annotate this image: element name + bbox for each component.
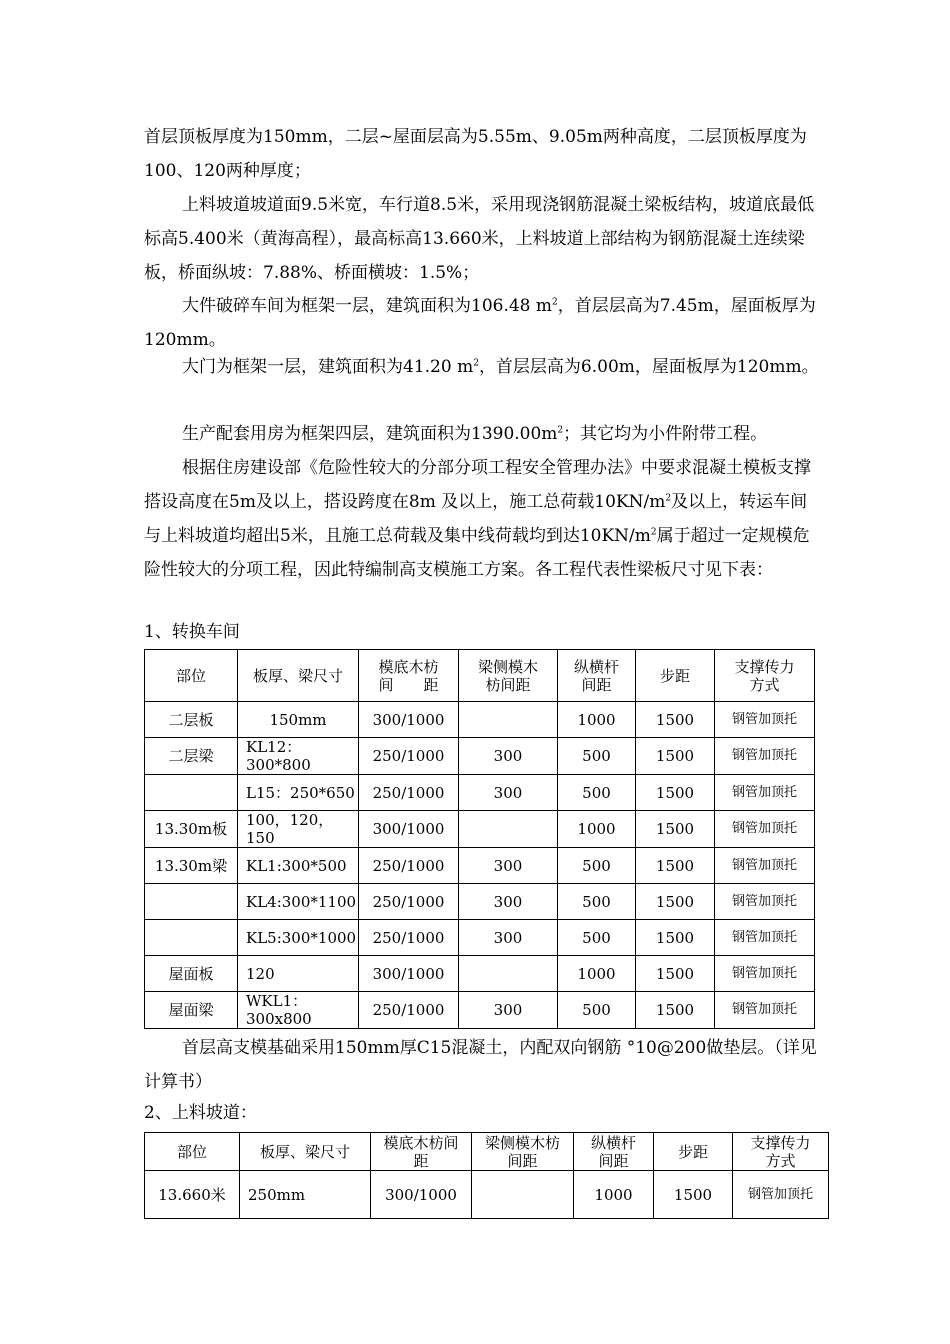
- table-cell-location: 二层梁: [145, 738, 238, 775]
- table-cell-support: 钢管加顶托: [715, 884, 815, 920]
- column-header-side-spacing: 梁侧模木枋 间距: [472, 1133, 574, 1171]
- table-cell-step: 1500: [636, 992, 715, 1029]
- column-header-size: 板厚、梁尺寸: [238, 650, 359, 702]
- table-cell-side-spacing: 300: [459, 884, 558, 920]
- table-cell-bottom-spacing: 250/1000: [359, 884, 459, 920]
- table-cell-location: 屋面梁: [145, 992, 238, 1029]
- table-row: [145, 956, 815, 992]
- text-segment: ；其它均为小件附带工程。: [563, 424, 768, 444]
- text-segment: 大门为框架一层，建筑面积为41.20 m: [182, 357, 474, 377]
- table-cell-side-spacing: [459, 956, 558, 992]
- table-cell-size: 120: [238, 956, 359, 992]
- table-cell-step: 1500: [636, 702, 715, 738]
- superscript: 2: [473, 358, 479, 369]
- table-cell-location: 13.660米: [145, 1171, 240, 1219]
- paragraph-crusher-workshop: [144, 289, 824, 357]
- table-cell-size: KL1:300*500: [238, 848, 359, 884]
- table-cell-size: 150mm: [238, 702, 359, 738]
- table-cell-side-spacing: 300: [459, 920, 558, 956]
- column-header-bottom-spacing: 模底木枋间 距: [371, 1133, 472, 1171]
- text-segment: ，首层层高为7.45m，屋面板厚为120mm。: [144, 296, 816, 350]
- table-header-row: [145, 1133, 829, 1171]
- table-cell-pole-spacing: 500: [558, 920, 636, 956]
- text-segment: 及以上，转运车间与上料坡道均超出5米，且施工总荷载及集中线荷载均到达10KN/m: [144, 492, 808, 546]
- table-cell-side-spacing: 300: [459, 992, 558, 1029]
- table-cell-location: [145, 775, 238, 811]
- table-row: [145, 848, 815, 884]
- table-cell-pole-spacing: 1000: [558, 811, 636, 848]
- column-header-step: 步距: [654, 1133, 733, 1171]
- section-title-ramp: 2、上料坡道：: [144, 1103, 257, 1123]
- column-header-pole-spacing: 纵横杆 间距: [574, 1133, 654, 1171]
- table-header-row: [145, 650, 815, 702]
- table-row: [145, 992, 815, 1029]
- table-cell-bottom-spacing: 300/1000: [359, 811, 459, 848]
- table-cell-side-spacing: 300: [459, 848, 558, 884]
- paragraph-production-building: [144, 417, 824, 451]
- table-cell-side-spacing: [459, 811, 558, 848]
- text-segment: 属于超过一定规模危险性较大的分项工程，因此特编制高支模施工方案。各工程代表性梁板尺寸见下表：: [144, 526, 810, 580]
- table-cell-step: 1500: [636, 738, 715, 775]
- table-ramp: [144, 1132, 829, 1219]
- table-row: [145, 884, 815, 920]
- column-header-step: 步距: [636, 650, 715, 702]
- superscript: 2: [552, 297, 558, 308]
- table-cell-side-spacing: [459, 702, 558, 738]
- table-cell-support: 钢管加顶托: [715, 775, 815, 811]
- table-cell-step: 1500: [636, 956, 715, 992]
- text-segment: 根据住房建设部《危险性较大的分部分项工程安全管理办法》中要求混凝土模板支撑搭设高度在5m及以上，搭设跨度在8m 及以上，施工总荷载10KN/m: [144, 458, 811, 512]
- table-cell-support: 钢管加顶托: [733, 1171, 829, 1219]
- table-cell-step: 1500: [636, 775, 715, 811]
- table-cell-step: 1500: [654, 1171, 733, 1219]
- table-cell-bottom-spacing: 250/1000: [359, 738, 459, 775]
- table-cell-support: 钢管加顶托: [715, 992, 815, 1029]
- table-cell-side-spacing: 300: [459, 738, 558, 775]
- table-row: [145, 738, 815, 775]
- table-cell-location: 屋面板: [145, 956, 238, 992]
- paragraph-ramp: 上料坡道坡道面9.5米宽，车行道8.5米，采用现浇钢筋混凝土梁板结构，坡道底最低标高5.400米（黄海高程），最高标高13.660米，上料坡道上部结构为钢筋混凝土连续梁板，桥面纵坡：7.88%、桥面横坡：1.5%；: [144, 195, 815, 283]
- paragraph-regulation: [144, 451, 824, 587]
- text-segment: 生产配套用房为框架四层，建筑面积为1390.00m: [182, 424, 558, 444]
- table-cell-pole-spacing: 1000: [558, 702, 636, 738]
- table-cell-support: 钢管加顶托: [715, 920, 815, 956]
- superscript: 2: [665, 493, 672, 504]
- table-cell-step: 1500: [636, 811, 715, 848]
- table-cell-location: 13.30m板: [145, 811, 238, 848]
- paragraph-foundation: 首层高支模基础采用150mm厚C15混凝土，内配双向钢筋 °10@200做垫层。（详见计算书）: [144, 1038, 817, 1092]
- section-title-transfer-workshop: 1、转换车间: [144, 622, 240, 642]
- table-cell-location: [145, 884, 238, 920]
- table-cell-location: 13.30m梁: [145, 848, 238, 884]
- table-cell-support: 钢管加顶托: [715, 811, 815, 848]
- table-row: [145, 811, 815, 848]
- table-cell-bottom-spacing: 300/1000: [371, 1171, 472, 1219]
- table-cell-bottom-spacing: 250/1000: [359, 775, 459, 811]
- superscript: 2: [557, 425, 564, 436]
- table-cell-support: 钢管加顶托: [715, 738, 815, 775]
- table-cell-bottom-spacing: 250/1000: [359, 920, 459, 956]
- table-cell-step: 1500: [636, 884, 715, 920]
- table-cell-size: WKL1：300x800: [238, 992, 359, 1029]
- table-cell-pole-spacing: 1000: [558, 956, 636, 992]
- text-segment: 大件破碎车间为框架一层，建筑面积为106.48 m: [182, 296, 553, 316]
- table-cell-side-spacing: [472, 1171, 574, 1219]
- table-cell-support: 钢管加顶托: [715, 956, 815, 992]
- table-cell-bottom-spacing: 300/1000: [359, 956, 459, 992]
- column-header-side-spacing: 梁侧模木 枋间距: [459, 650, 558, 702]
- table-cell-bottom-spacing: 300/1000: [359, 702, 459, 738]
- table-cell-pole-spacing: 500: [558, 738, 636, 775]
- table-row: [145, 775, 815, 811]
- table-cell-size: L15：250*650: [238, 775, 359, 811]
- table-cell-step: 1500: [636, 920, 715, 956]
- table-cell-bottom-spacing: 250/1000: [359, 992, 459, 1029]
- table-cell-bottom-spacing: 250/1000: [359, 848, 459, 884]
- text-segment: ，首层层高为6.00m，屋面板厚为120mm。: [478, 357, 819, 377]
- column-header-size: 板厚、梁尺寸: [240, 1133, 371, 1171]
- table-transfer-workshop: [144, 649, 815, 1029]
- table-cell-size: KL12：300*800: [238, 738, 359, 775]
- column-header-location: 部位: [145, 1133, 240, 1171]
- table-cell-location: 二层板: [145, 702, 238, 738]
- paragraph-gate: [144, 350, 824, 384]
- superscript: 2: [650, 527, 657, 538]
- column-header-support: 支撑传力 方式: [715, 650, 815, 702]
- column-header-bottom-spacing: 模底木枋 间 距: [359, 650, 459, 702]
- table-body: [145, 650, 815, 1029]
- table-cell-side-spacing: 300: [459, 775, 558, 811]
- column-header-support: 支撑传力 方式: [733, 1133, 829, 1171]
- table-cell-support: 钢管加顶托: [715, 702, 815, 738]
- table-cell-support: 钢管加顶托: [715, 848, 815, 884]
- table-cell-location: [145, 920, 238, 956]
- column-header-location: 部位: [145, 650, 238, 702]
- table-cell-size: KL5:300*1000: [238, 920, 359, 956]
- table-cell-pole-spacing: 500: [558, 775, 636, 811]
- table-cell-step: 1500: [636, 848, 715, 884]
- table-cell-size: 250mm: [240, 1171, 371, 1219]
- column-header-pole-spacing: 纵横杆 间距: [558, 650, 636, 702]
- paragraph-floor-thickness: 首层顶板厚度为150mm，二层~屋面层高为5.55m、9.05m两种高度，二层顶板厚度为100、120两种厚度；: [144, 127, 807, 181]
- table-row: [145, 702, 815, 738]
- table-cell-pole-spacing: 1000: [574, 1171, 654, 1219]
- table-cell-pole-spacing: 500: [558, 884, 636, 920]
- table-cell-size: KL4:300*1100: [238, 884, 359, 920]
- table-body: [145, 1133, 829, 1219]
- table-cell-size: 100，120，150: [238, 811, 359, 848]
- table-cell-pole-spacing: 500: [558, 848, 636, 884]
- table-row: [145, 920, 815, 956]
- table-cell-pole-spacing: 500: [558, 992, 636, 1029]
- table-row: [145, 1171, 829, 1219]
